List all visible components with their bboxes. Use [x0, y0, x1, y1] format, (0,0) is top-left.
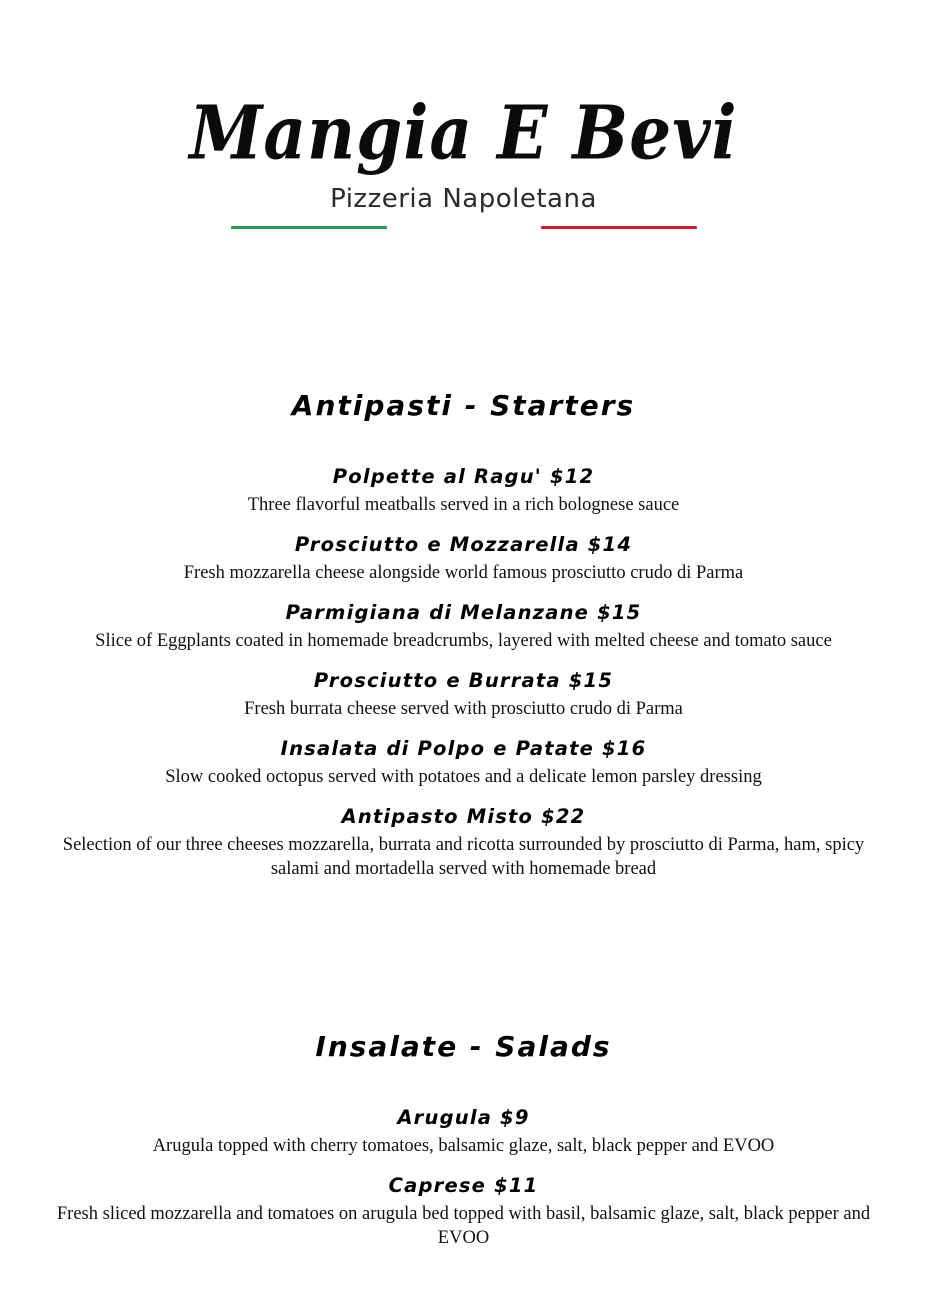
menu-item — [34, 1173, 894, 1251]
divider-green — [231, 226, 387, 229]
menu-item-description: Arugula topped with cherry tomatoes, balsamic glaze, salt, black pepper and EVOO — [152, 1135, 775, 1156]
page-bottom-spacer — [0, 1256, 927, 1296]
menu-item-name: Prosciutto e Mozzarella $14 — [294, 532, 633, 556]
menu-item-description: Three flavorful meatballs served in a rich bolognese sauce — [247, 495, 680, 516]
section-insalate — [0, 888, 927, 1251]
menu-item — [34, 804, 894, 882]
menu-item-name: Caprese $11 — [388, 1173, 539, 1197]
menu-item — [34, 532, 894, 586]
menu-item-description: Slice of Eggplants coated in homemade breadcrumbs, layered with melted cheese and tomato sauce — [95, 631, 832, 652]
restaurant-name: Mangia E Bevi — [189, 89, 738, 177]
menu-item — [34, 1105, 894, 1159]
menu-item-description: Slow cooked octopus served with potatoes and a delicate lemon parsley dressing — [165, 767, 762, 788]
restaurant-subtitle: Pizzeria Napoletana — [330, 184, 597, 214]
menu-item-name: Prosciutto e Burrata $15 — [313, 668, 614, 692]
section-title-insalate: Insalate - Salads — [315, 1029, 612, 1063]
menu-item-list-insalate — [0, 1105, 927, 1251]
menu-item — [34, 668, 894, 722]
menu-item-name: Arugula $9 — [397, 1105, 530, 1129]
menu-item — [34, 464, 894, 518]
menu-item-description: Selection of our three cheeses mozzarella, burrata and ricotta surrounded by prosciutto di Parma, ham, spicy salami and mortadella served with homemade bread — [62, 835, 865, 879]
section-antipasti — [0, 229, 927, 882]
section-title-antipasti: Antipasti - Starters — [291, 389, 636, 422]
divider-red — [541, 226, 697, 229]
menu-item-list-antipasti — [0, 464, 927, 882]
menu-item-name: Polpette al Ragu' $12 — [332, 465, 595, 488]
menu-item-name: Antipasto Misto $22 — [341, 804, 586, 828]
menu-item — [34, 736, 894, 790]
menu-item — [34, 600, 894, 654]
menu-header — [0, 0, 927, 229]
menu-item-description: Fresh sliced mozzarella and tomatoes on arugula bed topped with basil, balsamic glaze, salt, black pepper and EVOO — [56, 1203, 871, 1248]
menu-item-name: Insalata di Polpo e Patate $16 — [280, 736, 647, 760]
menu-item-description: Fresh burrata cheese served with prosciutto crudo di Parma — [244, 699, 683, 720]
menu-item-description: Fresh mozzarella cheese alongside world famous prosciutto crudo di Parma — [183, 563, 744, 584]
menu-item-name: Parmigiana di Melanzane $15 — [285, 600, 642, 624]
